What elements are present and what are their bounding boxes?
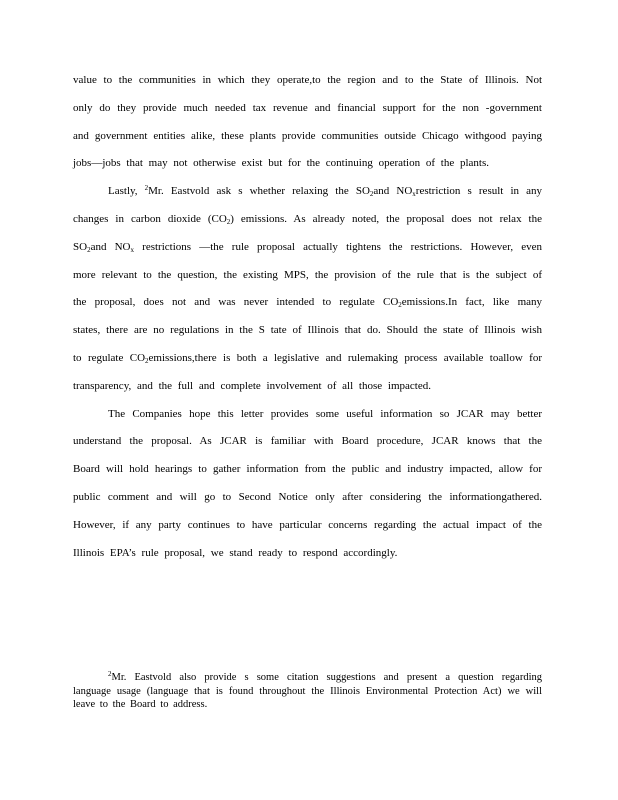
text-run: Mr. Eastvold ask s whether relaxing the SO [148,185,370,198]
footnote-reference: 2 [144,184,149,193]
subscript: x [130,245,134,254]
footnote [73,671,542,712]
paragraph-tax-revenue: value to the communities in which they operate,to the region and to the State of Illinois. Not only do they provide much needed tax revenue and financial support for the non -government and government entities alike, these plants provide communities outside Chicago withgood paying jobs—jobs that may not otherwise exist but for the continuing operation of the plants. [73,74,542,170]
text-run: Lastly, [108,185,145,198]
text-run: restriction s result in any changes in carbon dioxide (CO [73,185,542,225]
footnote-marker: 2 [108,670,112,678]
text-run: and NO [90,240,131,253]
subscript: 2 [226,217,231,226]
subscript: 2 [87,245,91,254]
text-run: ) emissions. As already noted, the proposal does not relax the SO [73,212,542,253]
text-run: and NO [373,185,413,198]
text-run: emissions.In fact, like many states, there are no regulations in the S tate of Illinois that do. Should the state of Illinois wish to regulate CO [73,296,543,364]
text-run: emissions,there is both a legislative and rulemaking process available toallow for transparency, and the full and complete involvement of all those impacted. [73,351,542,392]
subscript: 2 [145,356,149,365]
footnote-text: Mr. Eastvold also provide s some citation suggestions and present a question regarding language usage (language that is found throughout the Illinois Environmental Protection Act) we will leave to the Board to address. [73,672,542,710]
subscript: 2 [398,301,402,310]
subscript: x [412,190,416,199]
paragraph-closing: The Companies hope this letter provides some useful information so JCAR may better understand the proposal. As JCAR is familiar with Board procedure, JCAR knows that the Board will hold hearings to gather information from the public and industry impacted, allow for public comment and will go to Second Notice only after considering the informationgathered. However, if any party continues to have particular concerns regarding the actual impact of the Illinois EPA’s rule proposal, we stand ready to respond accordingly. [73,407,542,559]
subscript: 2 [369,190,374,199]
paragraph-co2-question [73,178,542,400]
text-run: restrictions —the rule proposal actually tightens the restrictions. However, even more relevant to the question, the existing MPS, the provision of the rule that is the subject of the proposal, does not and was never intended to regulate CO [73,240,542,309]
letter-body [73,67,542,567]
